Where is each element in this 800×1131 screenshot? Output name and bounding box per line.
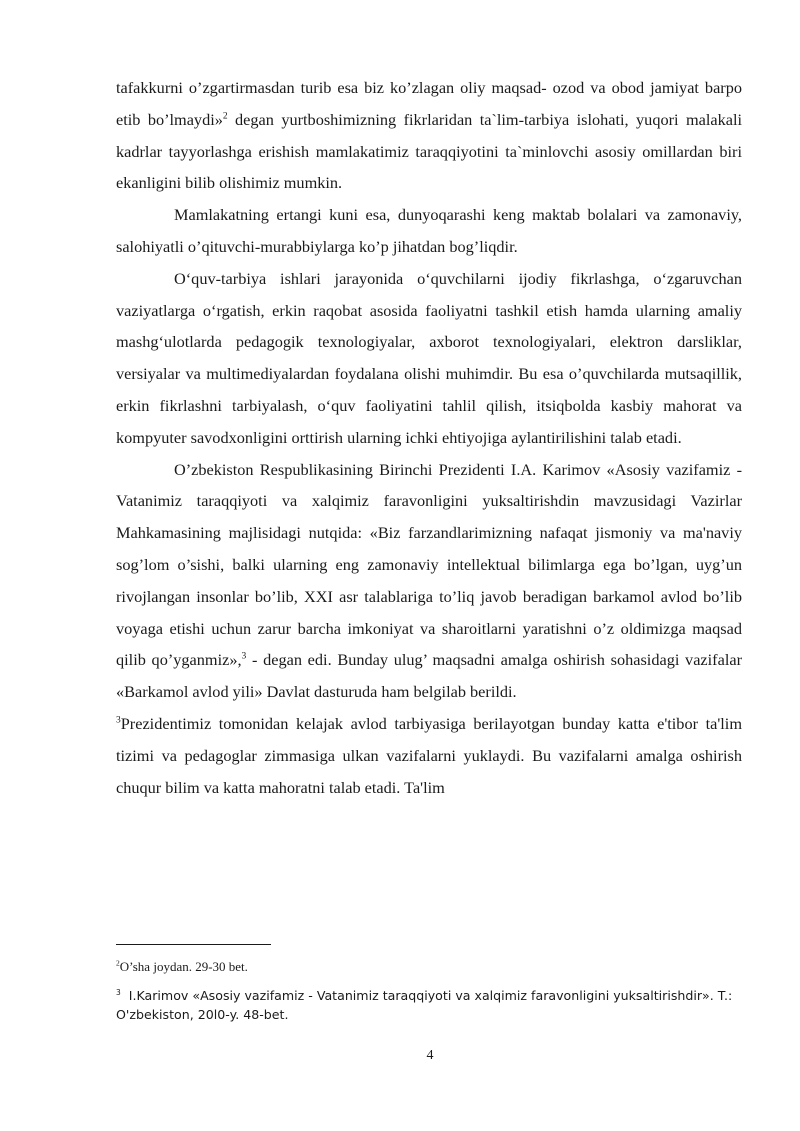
paragraph-1-text-b: degan yurtboshimizning fikrlaridan ta`lim-tarbiya islohati, yuqori malakali kadrlar tayyorlashga erishish mamlakatimiz taraqqiyotini ta`minlovchi asosiy omillardan biri ekanligini bilib olishimiz mumkin. bbox=[116, 109, 742, 193]
footnote-separator bbox=[116, 944, 271, 945]
paragraph-1-text-a: tafakkurni o’zgartirmasdan turib esa biz ko’zlagan oliy maqsad- ozod va obod jamiyat barpo etib bo’lmaydi» bbox=[116, 78, 742, 129]
footnote-2 bbox=[116, 958, 742, 976]
paragraph-5-text: Prezidentimiz tomonidan kelajak avlod tarbiyasiga berilayotgan bunday katta e'tibor ta'lim tizimi va pedagoglar zimmasiga ulkan vazifalarni yuklaydi. Bu vazifalarni amalga oshirish chuqur bilim va katta mahoratni talab etadi. Ta'lim bbox=[116, 713, 742, 797]
footnote-3 bbox=[116, 986, 742, 1024]
paragraph-5 bbox=[116, 708, 742, 803]
footnote-2-text: O’sha joydan. 29-30 bet. bbox=[119, 959, 248, 974]
paragraph-5-marker: 3 bbox=[116, 715, 121, 726]
footnote-ref-2[interactable]: 2 bbox=[222, 111, 228, 122]
paragraph-2: Mamlakatning ertangi kuni esa, dunyoqarashi keng maktab bolalari va zamonaviy, salohiyatli o’qituvchi-murabbiylarga ko’p jihatdan bog’liqdir. bbox=[116, 205, 742, 256]
paragraph-4-text-a: O’zbekiston Respublikasining Birinchi Prezidenti I.A. Karimov «Asosiy vazifamiz - Vatanimiz taraqqiyoti va xalqimiz faravonligini yuksaltirishdin mavzusidagi Vazirlar Mahkamasining majlisidagi nutqida: «Biz farzandlarimizning nafaqat jismoniy va ma'naviy sog’lom o’sishi, balki ularning eng zamonaviy intellektual bilimlarga ega bo’lgan, uyg’un rivojlangan insonlar bo’lib, XXI asr talablariga to’liq javob beradigan barkamol avlod bo’lib voyaga etishi uchun zarur barcha imkoniyat va sharoitlarni yaratishni o’z oldimizga maqsad qilib qo’yganmiz», bbox=[116, 459, 742, 670]
footnote-3-mark: 3 bbox=[116, 987, 121, 997]
paragraph-4-text-b: - degan edi. Bunday ulug’ maqsadni amalga oshirish sohasidagi vazifalar «Barkamol avlod yili» Davlat dasturuda ham belgilab berildi. bbox=[116, 650, 742, 702]
footnote-3-text: I.Karimov «Asosiy vazifamiz - Vatanimiz taraqqiyoti va xalqimiz faravonligini yuksaltirishdir». T.: O'zbekiston, 20l0-y. 48-bet. bbox=[116, 988, 733, 1022]
paragraph-3: O‘quv-tarbiya ishlari jarayonida o‘quvchilarni ijodiy fikrlashga, o‘zgaruvchan vaziyatlarga o‘rgatish, erkin raqobat asosida faoliyatni tashkil etish hamda ularning amaliy mashg‘ulotlarda pedagogik texnologiyalar, axborot texnologiyalari, elektron darsliklar, versiyalar va multimediyalardan foydalana olishi muhimdir. Bu esa o’quvchilarda mutsaqillik, erkin fikrlashni tarbiyalash, o‘quv faoliyatini tahlil qilish, itsiqbolda kasbiy mahorat va kompyuter savodxonligini orttirish ularning ichki ehtiyojiga aylantirilishini talab etadi. bbox=[116, 268, 742, 447]
page-number: 4 bbox=[426, 1048, 434, 1063]
paragraph-4 bbox=[116, 454, 742, 708]
footnote-2-mark: 2 bbox=[116, 958, 120, 968]
body-text bbox=[116, 72, 742, 803]
paragraph-1 bbox=[116, 72, 742, 199]
footnote-ref-3[interactable]: 3 bbox=[241, 651, 247, 662]
